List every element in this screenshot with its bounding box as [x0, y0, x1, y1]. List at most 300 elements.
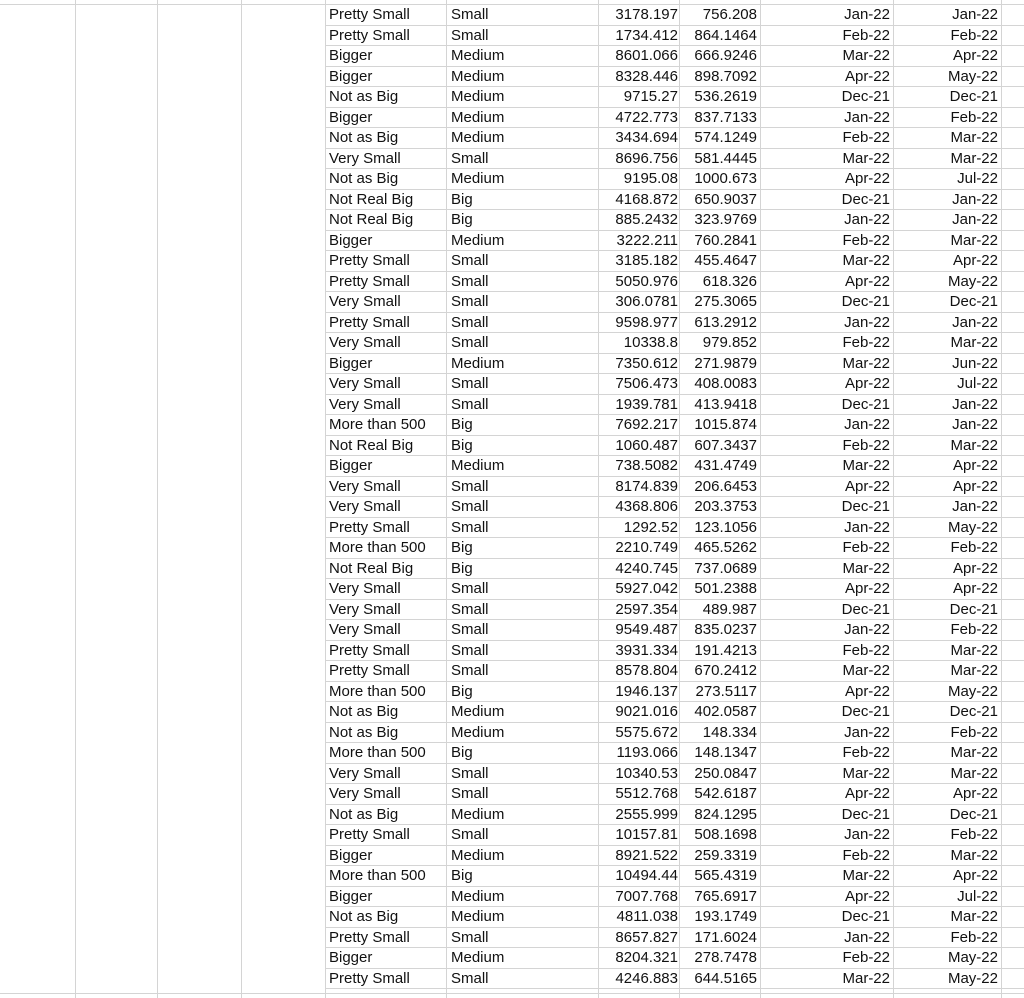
end-month-cell[interactable]: Dec-21 [949, 88, 998, 105]
size-category-cell[interactable]: Small [451, 764, 489, 782]
size-label-cell[interactable]: Not as Big [329, 805, 399, 823]
start-month-cell[interactable]: Jan-22 [844, 723, 890, 741]
end-month-cell[interactable]: Feb-22 [950, 928, 998, 946]
size-label-cell[interactable]: Not as Big [329, 170, 399, 187]
size-label-cell[interactable]: Pretty Small [329, 928, 410, 946]
end-month-cell[interactable]: Feb-22 [950, 826, 998, 843]
size-category-cell[interactable]: Small [451, 826, 489, 843]
size-label-cell[interactable]: Very Small [329, 785, 401, 802]
size-category-cell[interactable]: Medium [451, 129, 505, 146]
value-b-cell[interactable]: 1015.874 [694, 416, 757, 433]
value-b-cell[interactable]: 760.2841 [694, 231, 757, 249]
start-month-cell[interactable]: Dec-21 [841, 703, 890, 720]
size-category-cell[interactable]: Medium [451, 949, 505, 966]
end-month-cell[interactable]: Jan-22 [952, 6, 998, 23]
value-a-cell[interactable]: 4240.745 [615, 559, 678, 577]
value-b-cell[interactable]: 501.2388 [694, 580, 757, 597]
value-a-cell[interactable]: 3931.334 [615, 641, 678, 659]
size-category-cell[interactable]: Medium [451, 108, 505, 126]
size-category-cell[interactable]: Medium [451, 723, 505, 741]
start-month-cell[interactable]: Mar-22 [842, 764, 890, 782]
size-label-cell[interactable]: More than 500 [329, 867, 426, 884]
value-b-cell[interactable]: 193.1749 [694, 908, 757, 925]
start-month-cell[interactable]: Jan-22 [844, 6, 890, 23]
size-category-cell[interactable]: Small [451, 580, 489, 597]
start-month-cell[interactable]: Feb-22 [842, 334, 890, 351]
value-a-cell[interactable]: 5575.672 [615, 723, 678, 741]
size-category-cell[interactable]: Small [451, 252, 489, 269]
start-month-cell[interactable]: Feb-22 [842, 846, 890, 864]
end-month-cell[interactable]: Jan-22 [952, 498, 998, 515]
value-b-cell[interactable]: 489.987 [702, 600, 757, 618]
value-a-cell[interactable]: 2597.354 [615, 600, 678, 618]
value-a-cell[interactable]: 10340.53 [615, 764, 678, 782]
start-month-cell[interactable]: Mar-22 [842, 662, 890, 679]
size-category-cell[interactable]: Small [451, 498, 489, 515]
size-category-cell[interactable]: Medium [451, 67, 505, 85]
size-category-cell[interactable]: Medium [451, 887, 505, 905]
value-a-cell[interactable]: 1292.52 [623, 518, 678, 536]
table-row [325, 825, 1024, 846]
end-month-cell[interactable]: Jun-22 [952, 354, 998, 372]
table-row [325, 128, 1024, 149]
value-b-cell[interactable]: 455.4647 [694, 252, 757, 269]
size-category-cell[interactable]: Medium [451, 88, 505, 105]
start-month-cell[interactable]: Jan-22 [844, 416, 890, 433]
start-month-cell[interactable]: Jan-22 [844, 928, 890, 946]
start-month-cell[interactable]: Dec-21 [841, 908, 890, 925]
value-a-cell[interactable]: 8174.839 [615, 477, 678, 495]
size-label-cell[interactable]: Not as Big [329, 703, 399, 720]
size-label-cell[interactable]: Very Small [329, 395, 401, 413]
value-b-cell[interactable]: 824.1295 [694, 805, 757, 823]
size-label-cell[interactable]: Bigger [329, 846, 373, 864]
value-a-cell[interactable]: 10157.81 [615, 826, 678, 843]
value-b-cell[interactable]: 581.4445 [694, 149, 757, 167]
end-month-cell[interactable]: Mar-22 [950, 334, 998, 351]
start-month-cell[interactable]: Apr-22 [844, 580, 890, 597]
start-month-cell[interactable]: Feb-22 [842, 539, 890, 556]
end-month-cell[interactable]: Mar-22 [950, 149, 998, 167]
value-b-cell[interactable]: 756.208 [702, 6, 757, 23]
value-b-cell[interactable]: 465.5262 [694, 539, 757, 556]
end-month-cell[interactable]: Mar-22 [950, 436, 998, 454]
size-label-cell[interactable]: Very Small [329, 600, 401, 618]
value-b-cell[interactable]: 574.1249 [694, 129, 757, 146]
value-a-cell[interactable]: 9195.08 [623, 170, 678, 187]
size-category-cell[interactable]: Big [451, 436, 473, 454]
size-label-cell[interactable]: Very Small [329, 621, 401, 638]
value-b-cell[interactable]: 171.6024 [694, 928, 757, 946]
end-month-cell[interactable]: Mar-22 [950, 129, 998, 146]
value-a-cell[interactable]: 9549.487 [615, 621, 678, 638]
start-month-cell[interactable]: Feb-22 [842, 26, 890, 44]
value-b-cell[interactable]: 123.1056 [694, 518, 757, 536]
value-a-cell[interactable]: 4246.883 [615, 969, 678, 987]
size-category-cell[interactable]: Medium [451, 47, 505, 64]
size-category-cell[interactable]: Big [451, 744, 473, 761]
size-label-cell[interactable]: Very Small [329, 477, 401, 495]
start-month-cell[interactable]: Mar-22 [842, 969, 890, 987]
size-category-cell[interactable]: Small [451, 26, 489, 44]
value-b-cell[interactable]: 148.1347 [694, 744, 757, 761]
end-month-cell[interactable]: Jan-22 [952, 416, 998, 433]
size-label-cell[interactable]: Very Small [329, 580, 401, 597]
size-label-cell[interactable]: More than 500 [329, 682, 426, 700]
size-label-cell[interactable]: Pretty Small [329, 26, 410, 44]
value-b-cell[interactable]: 1000.673 [694, 170, 757, 187]
value-b-cell[interactable]: 402.0587 [694, 703, 757, 720]
value-a-cell[interactable]: 1060.487 [615, 436, 678, 454]
end-month-cell[interactable]: May-22 [947, 682, 998, 700]
value-b-cell[interactable]: 666.9246 [694, 47, 757, 64]
size-category-cell[interactable]: Big [451, 539, 473, 556]
end-month-cell[interactable]: May-22 [947, 518, 998, 536]
end-month-cell[interactable]: Apr-22 [952, 457, 998, 474]
start-month-cell[interactable]: Apr-22 [844, 375, 890, 392]
size-category-cell[interactable]: Big [451, 867, 473, 884]
value-a-cell[interactable]: 7350.612 [615, 354, 678, 372]
table-row [325, 579, 1024, 600]
value-b-cell[interactable]: 259.3319 [694, 846, 757, 864]
size-label-cell[interactable]: Not as Big [329, 723, 399, 741]
value-a-cell[interactable]: 8328.446 [615, 67, 678, 85]
end-month-cell[interactable]: Apr-22 [952, 867, 998, 884]
value-b-cell[interactable]: 203.3753 [694, 498, 757, 515]
size-category-cell[interactable]: Small [451, 969, 489, 987]
value-b-cell[interactable]: 271.9879 [694, 354, 757, 372]
end-month-cell[interactable]: Mar-22 [950, 908, 998, 925]
size-category-cell[interactable]: Small [451, 662, 489, 679]
size-label-cell[interactable]: Pretty Small [329, 252, 410, 269]
start-month-cell[interactable]: Mar-22 [842, 867, 890, 884]
value-b-cell[interactable]: 765.6917 [694, 887, 757, 905]
table-row [325, 661, 1024, 682]
size-label-cell[interactable]: Pretty Small [329, 969, 410, 987]
size-category-cell[interactable]: Small [451, 785, 489, 802]
value-a-cell[interactable]: 5927.042 [615, 580, 678, 597]
size-label-cell[interactable]: More than 500 [329, 416, 426, 433]
size-label-cell[interactable]: More than 500 [329, 744, 426, 761]
size-label-cell[interactable]: Not Real Big [329, 436, 414, 454]
start-month-cell[interactable]: Apr-22 [844, 67, 890, 85]
value-b-cell[interactable]: 542.6187 [694, 785, 757, 802]
size-category-cell[interactable]: Medium [451, 354, 505, 372]
value-a-cell[interactable]: 9021.016 [615, 703, 678, 720]
size-label-cell[interactable]: Very Small [329, 375, 401, 392]
value-b-cell[interactable]: 644.5165 [694, 969, 757, 987]
value-b-cell[interactable]: 278.7478 [694, 949, 757, 966]
value-a-cell[interactable]: 2555.999 [615, 805, 678, 823]
value-a-cell[interactable]: 8578.804 [615, 662, 678, 679]
table-row [325, 169, 1024, 190]
value-a-cell[interactable]: 4722.773 [615, 108, 678, 126]
start-month-cell[interactable]: Dec-21 [841, 88, 890, 105]
table-row [325, 87, 1024, 108]
value-a-cell[interactable]: 1939.781 [615, 395, 678, 413]
start-month-cell[interactable]: Dec-21 [841, 395, 890, 413]
value-b-cell[interactable]: 431.4749 [694, 457, 757, 474]
value-a-cell[interactable]: 7007.768 [615, 887, 678, 905]
start-month-cell[interactable]: Jan-22 [844, 621, 890, 638]
end-month-cell[interactable]: Apr-22 [952, 252, 998, 269]
size-category-cell[interactable]: Small [451, 293, 489, 310]
size-category-cell[interactable]: Big [451, 559, 473, 577]
end-month-cell[interactable]: Apr-22 [952, 559, 998, 577]
size-category-cell[interactable]: Small [451, 621, 489, 638]
value-b-cell[interactable]: 835.0237 [694, 621, 757, 638]
end-month-cell[interactable]: May-22 [947, 67, 998, 85]
end-month-cell[interactable]: Apr-22 [952, 580, 998, 597]
size-label-cell[interactable]: Bigger [329, 354, 373, 372]
size-label-cell[interactable]: Very Small [329, 149, 401, 167]
size-label-cell[interactable]: Bigger [329, 108, 373, 126]
start-month-cell[interactable]: Jan-22 [844, 211, 890, 228]
value-b-cell[interactable]: 273.5117 [695, 682, 757, 700]
value-a-cell[interactable]: 9598.977 [615, 313, 678, 331]
end-month-cell[interactable]: Apr-22 [952, 47, 998, 64]
size-label-cell[interactable]: Pretty Small [329, 272, 410, 290]
size-label-cell[interactable]: Pretty Small [329, 662, 410, 679]
size-category-cell[interactable]: Small [451, 149, 489, 167]
value-a-cell[interactable]: 8657.827 [615, 928, 678, 946]
size-category-cell[interactable]: Big [451, 416, 473, 433]
table-row [325, 415, 1024, 436]
table-row [325, 292, 1024, 313]
end-month-cell[interactable]: Mar-22 [950, 744, 998, 761]
size-category-cell[interactable]: Medium [451, 170, 505, 187]
end-month-cell[interactable]: Dec-21 [949, 805, 998, 823]
table-row [325, 210, 1024, 231]
value-a-cell[interactable]: 7692.217 [615, 416, 678, 433]
start-month-cell[interactable]: Feb-22 [842, 436, 890, 454]
start-month-cell[interactable]: Apr-22 [844, 785, 890, 802]
size-category-cell[interactable]: Big [451, 190, 473, 208]
size-category-cell[interactable]: Small [451, 313, 489, 331]
end-month-cell[interactable]: May-22 [947, 272, 998, 290]
size-category-cell[interactable]: Big [451, 682, 473, 700]
end-month-cell[interactable]: Jan-22 [952, 395, 998, 413]
start-month-cell[interactable]: Jan-22 [844, 313, 890, 331]
value-a-cell[interactable]: 4168.872 [615, 190, 678, 208]
size-label-cell[interactable]: More than 500 [329, 539, 426, 556]
size-label-cell[interactable]: Bigger [329, 949, 373, 966]
value-a-cell[interactable]: 8696.756 [615, 149, 678, 167]
start-month-cell[interactable]: Mar-22 [842, 559, 890, 577]
size-category-cell[interactable]: Small [451, 272, 489, 290]
start-month-cell[interactable]: Apr-22 [844, 477, 890, 495]
end-month-cell[interactable]: Mar-22 [950, 846, 998, 864]
size-label-cell[interactable]: Pretty Small [329, 313, 410, 331]
end-month-cell[interactable]: Apr-22 [952, 785, 998, 802]
value-a-cell[interactable]: 7506.473 [615, 375, 678, 392]
end-month-cell[interactable]: Apr-22 [952, 477, 998, 495]
end-month-cell[interactable]: May-22 [947, 969, 998, 987]
value-a-cell[interactable]: 10494.44 [615, 867, 678, 884]
size-category-cell[interactable]: Small [451, 395, 489, 413]
size-label-cell[interactable]: Not Real Big [329, 211, 414, 228]
size-label-cell[interactable]: Bigger [329, 47, 373, 64]
end-month-cell[interactable]: Feb-22 [950, 26, 998, 44]
start-month-cell[interactable]: Apr-22 [844, 170, 890, 187]
end-month-cell[interactable]: Feb-22 [950, 108, 998, 126]
start-month-cell[interactable]: Dec-21 [841, 600, 890, 618]
value-a-cell[interactable]: 10338.8 [623, 334, 678, 351]
value-b-cell[interactable]: 323.9769 [694, 211, 757, 228]
value-a-cell[interactable]: 3434.694 [615, 129, 678, 146]
size-label-cell[interactable]: Not Real Big [329, 559, 414, 577]
size-category-cell[interactable]: Medium [451, 457, 505, 474]
size-label-cell[interactable]: Very Small [329, 293, 401, 310]
value-b-cell[interactable]: 613.2912 [694, 313, 757, 331]
size-label-cell[interactable]: Not as Big [329, 129, 399, 146]
table-row [325, 497, 1024, 518]
end-month-cell[interactable]: Mar-22 [950, 764, 998, 782]
value-a-cell[interactable]: 1946.137 [615, 682, 678, 700]
value-a-cell[interactable]: 2210.749 [615, 539, 678, 556]
start-month-cell[interactable]: Jan-22 [844, 826, 890, 843]
start-month-cell[interactable]: Apr-22 [844, 272, 890, 290]
size-label-cell[interactable]: Pretty Small [329, 518, 410, 536]
size-label-cell[interactable]: Not as Big [329, 88, 399, 105]
value-a-cell[interactable]: 1734.412 [615, 26, 678, 44]
size-label-cell[interactable]: Bigger [329, 67, 373, 85]
value-a-cell[interactable]: 3185.182 [615, 252, 678, 269]
end-month-cell[interactable]: Jan-22 [952, 211, 998, 228]
start-month-cell[interactable]: Dec-21 [841, 190, 890, 208]
size-category-cell[interactable]: Small [451, 641, 489, 659]
value-a-cell[interactable]: 5512.768 [615, 785, 678, 802]
end-month-cell[interactable]: Dec-21 [949, 293, 998, 310]
value-a-cell[interactable]: 306.0781 [615, 293, 678, 310]
value-b-cell[interactable]: 508.1698 [694, 826, 757, 843]
end-month-cell[interactable]: Mar-22 [950, 231, 998, 249]
value-b-cell[interactable]: 413.9418 [694, 395, 757, 413]
size-category-cell[interactable]: Medium [451, 703, 505, 720]
value-a-cell[interactable]: 3178.197 [615, 6, 678, 23]
value-b-cell[interactable]: 408.0083 [694, 375, 757, 392]
end-month-cell[interactable]: Feb-22 [950, 723, 998, 741]
size-label-cell[interactable]: Bigger [329, 887, 373, 905]
size-label-cell[interactable]: Bigger [329, 457, 373, 474]
start-month-cell[interactable]: Mar-22 [842, 149, 890, 167]
start-month-cell[interactable]: Dec-21 [841, 805, 890, 823]
end-month-cell[interactable]: Jul-22 [957, 887, 998, 905]
size-label-cell[interactable]: Very Small [329, 764, 401, 782]
size-category-cell[interactable]: Small [451, 477, 489, 495]
value-b-cell[interactable]: 618.326 [702, 272, 757, 290]
size-category-cell[interactable]: Small [451, 6, 489, 23]
value-b-cell[interactable]: 864.1464 [694, 26, 757, 44]
size-label-cell[interactable]: Pretty Small [329, 6, 410, 23]
value-a-cell[interactable]: 8601.066 [615, 47, 678, 64]
value-b-cell[interactable]: 670.2412 [694, 662, 757, 679]
size-label-cell[interactable]: Not as Big [329, 908, 399, 925]
value-a-cell[interactable]: 5050.976 [615, 272, 678, 290]
value-b-cell[interactable]: 898.7092 [694, 67, 757, 85]
value-b-cell[interactable]: 148.334 [702, 723, 757, 741]
size-category-cell[interactable]: Small [451, 375, 489, 392]
value-a-cell[interactable]: 4368.806 [615, 498, 678, 515]
value-b-cell[interactable]: 536.2619 [694, 88, 757, 105]
value-b-cell[interactable]: 837.7133 [694, 108, 757, 126]
size-label-cell[interactable]: Very Small [329, 498, 401, 515]
start-month-cell[interactable]: Feb-22 [842, 129, 890, 146]
end-month-cell[interactable]: Mar-22 [950, 641, 998, 659]
table-row [325, 456, 1024, 477]
start-month-cell[interactable]: Dec-21 [841, 293, 890, 310]
value-a-cell[interactable]: 8921.522 [615, 846, 678, 864]
end-month-cell[interactable]: Mar-22 [950, 662, 998, 679]
size-label-cell[interactable]: Pretty Small [329, 641, 410, 659]
size-label-cell[interactable]: Very Small [329, 334, 401, 351]
value-a-cell[interactable]: 738.5082 [615, 457, 678, 474]
size-category-cell[interactable]: Small [451, 518, 489, 536]
value-b-cell[interactable]: 737.0689 [694, 559, 757, 577]
start-month-cell[interactable]: Mar-22 [842, 252, 890, 269]
end-month-cell[interactable]: Dec-21 [949, 600, 998, 618]
value-a-cell[interactable]: 8204.321 [615, 949, 678, 966]
value-b-cell[interactable]: 250.0847 [694, 764, 757, 782]
start-month-cell[interactable]: Mar-22 [842, 457, 890, 474]
value-b-cell[interactable]: 565.4319 [694, 867, 757, 884]
start-month-cell[interactable]: Apr-22 [844, 887, 890, 905]
end-month-cell[interactable]: Feb-22 [950, 539, 998, 556]
size-category-cell[interactable]: Medium [451, 846, 505, 864]
value-b-cell[interactable]: 979.852 [702, 334, 757, 351]
size-category-cell[interactable]: Medium [451, 805, 505, 823]
end-month-cell[interactable]: Jul-22 [957, 170, 998, 187]
end-month-cell[interactable]: Jan-22 [952, 313, 998, 331]
size-label-cell[interactable]: Not Real Big [329, 190, 414, 208]
end-month-cell[interactable]: Jan-22 [952, 190, 998, 208]
size-category-cell[interactable]: Small [451, 334, 489, 351]
table-row [325, 251, 1024, 272]
start-month-cell[interactable]: Feb-22 [842, 949, 890, 966]
value-a-cell[interactable]: 885.2432 [615, 211, 678, 228]
end-month-cell[interactable]: May-22 [947, 949, 998, 966]
size-label-cell[interactable]: Pretty Small [329, 826, 410, 843]
value-a-cell[interactable]: 3222.211 [616, 231, 678, 249]
value-b-cell[interactable]: 650.9037 [694, 190, 757, 208]
value-a-cell[interactable]: 1193.066 [616, 744, 678, 761]
start-month-cell[interactable]: Feb-22 [842, 231, 890, 249]
value-b-cell[interactable]: 206.6453 [694, 477, 757, 495]
start-month-cell[interactable]: Mar-22 [842, 354, 890, 372]
start-month-cell[interactable]: Apr-22 [844, 682, 890, 700]
value-b-cell[interactable]: 191.4213 [694, 641, 757, 659]
size-label-cell[interactable]: Bigger [329, 231, 373, 249]
start-month-cell[interactable]: Mar-22 [842, 47, 890, 64]
size-category-cell[interactable]: Small [451, 600, 489, 618]
end-month-cell[interactable]: Jul-22 [957, 375, 998, 392]
start-month-cell[interactable]: Jan-22 [844, 518, 890, 536]
size-category-cell[interactable]: Big [451, 211, 473, 228]
value-a-cell[interactable]: 4811.038 [616, 908, 678, 925]
size-category-cell[interactable]: Medium [451, 231, 505, 249]
size-category-cell[interactable]: Medium [451, 908, 505, 925]
value-b-cell[interactable]: 275.3065 [694, 293, 757, 310]
end-month-cell[interactable]: Feb-22 [950, 621, 998, 638]
value-a-cell[interactable]: 9715.27 [623, 88, 678, 105]
value-b-cell[interactable]: 607.3437 [694, 436, 757, 454]
start-month-cell[interactable]: Feb-22 [842, 641, 890, 659]
size-category-cell[interactable]: Small [451, 928, 489, 946]
start-month-cell[interactable]: Jan-22 [844, 108, 890, 126]
end-month-cell[interactable]: Dec-21 [949, 703, 998, 720]
start-month-cell[interactable]: Feb-22 [842, 744, 890, 761]
start-month-cell[interactable]: Dec-21 [841, 498, 890, 515]
